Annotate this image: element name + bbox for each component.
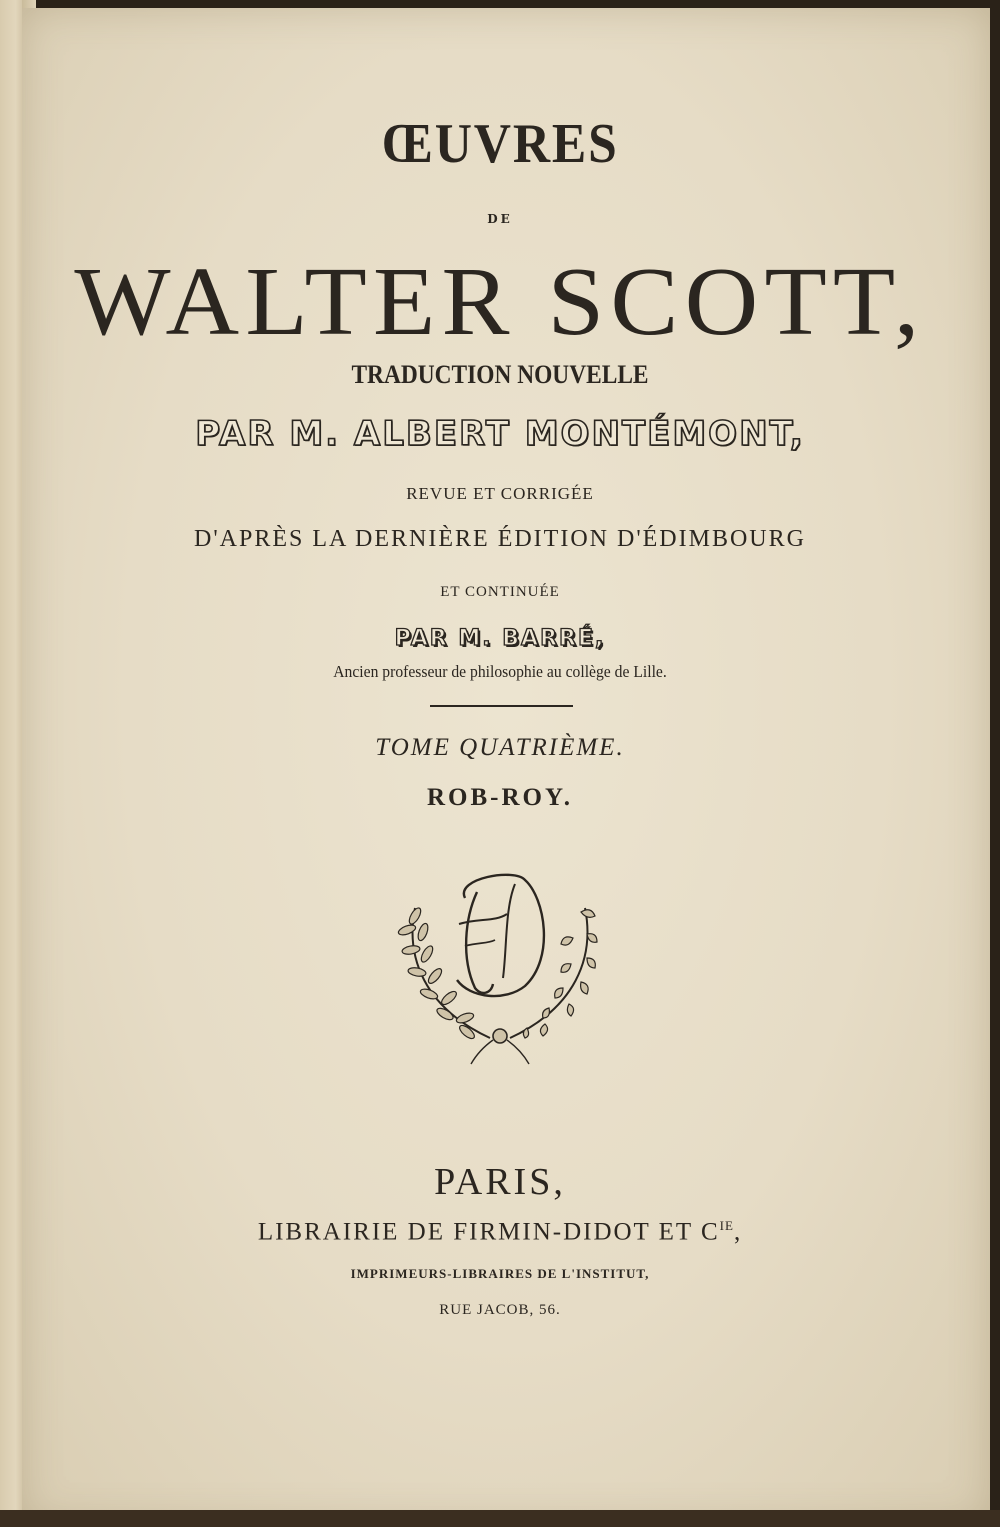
translation-line: TRADUCTION NOUVELLE <box>351 360 649 389</box>
publisher-monogram-seal <box>395 868 605 1068</box>
work-title: ROB-ROY. <box>426 784 573 811</box>
book-edge-bottom <box>0 1510 1000 1527</box>
continuer-title: Ancien professeur de philosophie au collège de Lille. <box>333 662 667 681</box>
author-name: WALTER SCOTT, <box>74 248 926 356</box>
continued-line: ET CONTINUÉE <box>440 584 560 600</box>
imprint-address: RUE JACOB, 56. <box>439 1302 561 1318</box>
imprint-publisher <box>0 1218 1000 1246</box>
divider-rule <box>430 705 573 707</box>
publisher-end: , <box>733 1218 743 1246</box>
heading-oeuvres: ŒUVRES <box>381 113 619 175</box>
translator-name: PAR M. ALBERT MONTÉMONT, <box>195 414 805 454</box>
edition-line: D'APRÈS LA DERNIÈRE ÉDITION D'ÉDIMBOURG <box>194 526 806 552</box>
volume-label: TOME QUATRIÈME. <box>375 734 625 761</box>
continuer-name: PAR M. BARRÉ, <box>394 626 606 651</box>
revised-line: REVUE ET CORRIGÉE <box>406 484 594 503</box>
publisher-main: LIBRAIRIE DE FIRMIN-DIDOT ET C <box>257 1218 720 1246</box>
publisher-superscript: IE <box>719 1218 734 1233</box>
heading-de: DE <box>487 212 513 226</box>
title-page <box>22 8 990 1524</box>
imprint-printers: IMPRIMEURS-LIBRAIRES DE L'INSTITUT, <box>350 1266 650 1281</box>
imprint-city: PARIS, <box>434 1161 566 1203</box>
